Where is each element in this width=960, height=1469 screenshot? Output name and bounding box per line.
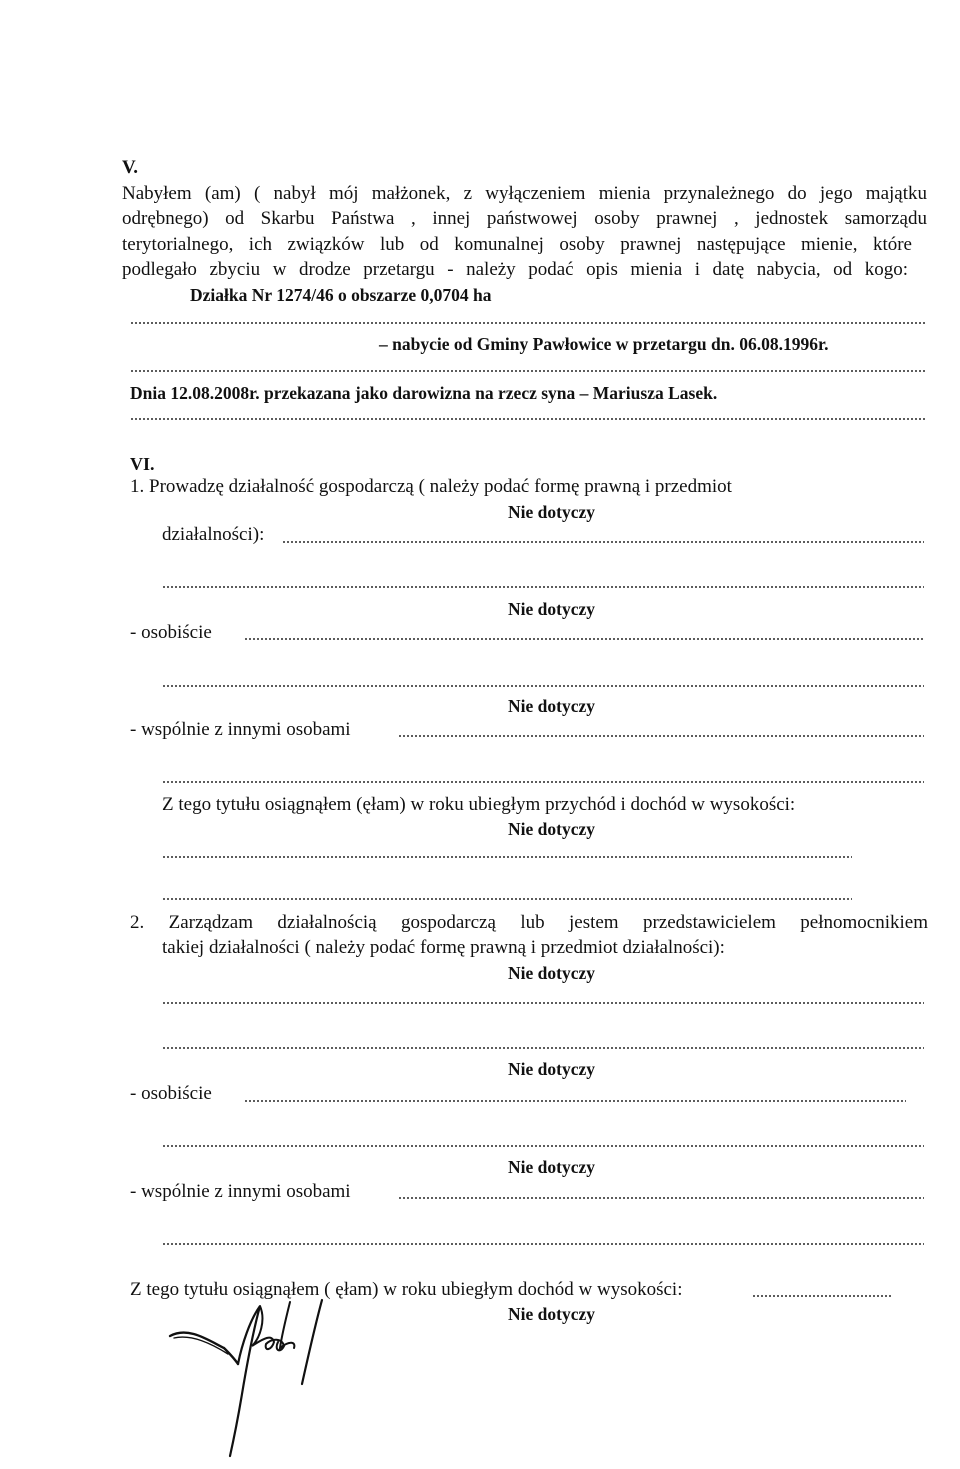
section-vi-heading: VI.: [130, 454, 155, 474]
income-2-text: Z tego tytułu osiągnąłem ( ęłam) w roku ubiegłym dochód w wysokości:: [130, 1279, 683, 1300]
section-v-line-3: terytorialnego, ich związków lub od komunalnej osoby prawnej następujące mienie, które: [122, 234, 912, 255]
signature: [168, 1298, 338, 1460]
jointly-label: - wspólnie z innymi osobami: [130, 719, 351, 740]
personally-value: Nie dotyczy: [508, 599, 595, 619]
dotted-line: [130, 322, 925, 324]
section-v-line-2: odrębnego) od Skarbu Państwa , innej państwowej osoby prawnej , jednostek samorządu: [122, 208, 927, 229]
section-v-heading: V.: [122, 157, 139, 178]
item-2-line-2: takiej działalności ( należy podać formę prawną i przedmiot działalności):: [162, 937, 725, 958]
section-v-line-1: Nabyłem (am) ( nabył mój małżonek, z wyłączeniem mienia przynależnego do jego majątku: [122, 183, 927, 204]
dotted-line: [162, 1047, 924, 1049]
dotted-line: [162, 1243, 924, 1245]
dotted-line: [162, 898, 852, 900]
dotted-line: [398, 735, 924, 737]
item-2-line-1: 2. Zarządzam działalnością gospodarczą lub jestem przedstawicielem pełnomocnikiem: [130, 912, 928, 933]
dotted-line: [162, 781, 924, 783]
dotted-line: [162, 856, 852, 858]
dotted-line: [398, 1197, 924, 1199]
acquisition-details: – nabycie od Gminy Pawłowice w przetargu dn. 06.08.1996r.: [379, 334, 829, 354]
jointly-2-value: Nie dotyczy: [508, 1157, 595, 1177]
dotted-line: [162, 1145, 924, 1147]
dotted-line: [130, 370, 925, 372]
dotted-line: [130, 418, 925, 420]
personally-label: - osobiście: [130, 622, 212, 643]
dotted-line: [162, 685, 924, 687]
item-1-value: Nie dotyczy: [508, 502, 595, 522]
parcel-description: Działka Nr 1274/46 o obszarze 0,0704 ha: [190, 285, 492, 305]
item-2-value: Nie dotyczy: [508, 963, 595, 983]
income-2-value: Nie dotyczy: [508, 1304, 595, 1324]
dotted-line: [162, 1002, 924, 1004]
item-1-label: działalności):: [162, 524, 265, 545]
income-1-text: Z tego tytułu osiągnąłem (ęłam) w roku ubiegłym przychód i dochód w wysokości:: [162, 794, 796, 815]
dotted-line: [752, 1295, 892, 1297]
personally-2-value: Nie dotyczy: [508, 1059, 595, 1079]
dotted-line: [282, 541, 924, 543]
income-1-value: Nie dotyczy: [508, 819, 595, 839]
donation-details: Dnia 12.08.2008r. przekazana jako darowizna na rzecz syna – Mariusza Lasek.: [130, 383, 718, 403]
jointly-2-label: - wspólnie z innymi osobami: [130, 1181, 351, 1202]
jointly-value: Nie dotyczy: [508, 696, 595, 716]
dotted-line: [244, 1100, 906, 1102]
personally-2-label: - osobiście: [130, 1083, 212, 1104]
dotted-line: [162, 586, 924, 588]
dotted-line: [244, 638, 924, 640]
section-v-line-4: podlegało zbyciu w drodze przetargu - należy podać opis mienia i datę nabycia, od kogo:: [122, 259, 908, 280]
item-1-text: 1. Prowadzę działalność gospodarczą ( należy podać formę prawną i przedmiot: [130, 476, 732, 497]
